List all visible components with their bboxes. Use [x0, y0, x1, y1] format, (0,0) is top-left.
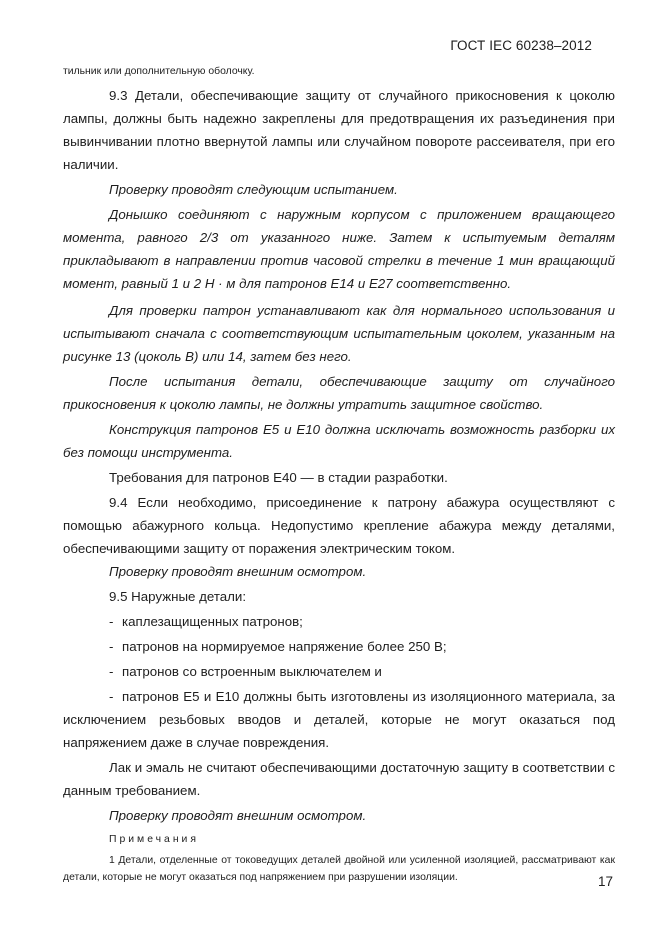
continuation-text: тильник или дополнительную оболочку.: [63, 66, 255, 77]
list-item-text: патронов со встроенным выключателем и: [122, 664, 382, 679]
clause-9-3: 9.3 Детали, обеспечивающие защиту от случайного прикосновения к цоколю лампы, должны быть надежно закреплены для предотвращения их разъединения при вывинчивании плотно ввернутой лампы или случайном повороте рассеивателя, при его наличии.: [63, 88, 615, 172]
list-dash: -: [109, 664, 114, 679]
check-method-3: Проверку проводят внешним осмотром.: [109, 808, 367, 823]
list-dash: -: [109, 689, 114, 704]
document-body: [63, 63, 615, 886]
clause-9-5: 9.5 Наружные детали:: [109, 589, 247, 604]
list-item-text: каплезащищенных патронов;: [122, 614, 303, 629]
list-item: [63, 610, 615, 633]
notes-label: Примечания: [109, 834, 199, 845]
e5-e10-construction-text: Конструкция патронов Е5 и Е10 должна исключать возможность разборки их без помощи инструмента.: [63, 422, 615, 460]
list-item: [63, 660, 615, 683]
list-item: [63, 685, 615, 754]
check-method-2: Проверку проводят внешним осмотром.: [109, 564, 367, 579]
list-item-text: патронов на нормируемое напряжение более 250 В;: [122, 639, 447, 654]
test-setup-text: Для проверки патрон устанавливают как для нормального использования и испытывают сначала с соответствующим испытательным цоколем, указанным на рисунке 13 (цоколь В) или 14, затем без него.: [63, 303, 615, 364]
bottom-torque-text: Донышко соединяют с наружным корпусом с приложением вращающего момента, равного 2/3 от указанного ниже. Затем к испытуемым деталям прикладывают в направлении против часовой стрелки в течение 1 мин вращающий момент, равный 1 и 2 Н · м для патронов Е14 и Е27 соответственно.: [63, 207, 615, 291]
clause-9-4: 9.4 Если необходимо, присоединение к патрону абажура осуществляют с помощью абажурного кольца. Недопустимо крепление абажура между деталями, обеспечивающими защиту от поражения электрическим током.: [63, 495, 615, 556]
list-item: [63, 635, 615, 658]
note-1: 1 Детали, отделенные от токоведущих деталей двойной или усиленной изоляцией, рассматривают как детали, которые не могут оказаться под напряжением при разрушении изоляции.: [63, 855, 615, 883]
document-id-header: ГОСТ IEC 60238–2012: [450, 38, 592, 53]
check-method-1: Проверку проводят следующим испытанием.: [109, 182, 398, 197]
list-dash: -: [109, 639, 114, 654]
list-item-text: патронов Е5 и Е10 должны быть изготовлены из изоляционного материала, за исключением резьбовых вводов и деталей, которые не могут оказаться под напряжением даже в случае повреждения.: [63, 689, 615, 750]
lacquer-text: Лак и эмаль не считают обеспечивающими достаточную защиту в соответствии с данным требованием.: [63, 760, 615, 798]
list-dash: -: [109, 614, 114, 629]
page-number: 17: [597, 874, 613, 889]
e40-requirements-text: Требования для патронов Е40 — в стадии разработки.: [109, 470, 448, 485]
after-test-text: После испытания детали, обеспечивающие защиту от случайного прикосновения к цоколю лампы, не должны утратить защитное свойство.: [63, 374, 615, 412]
